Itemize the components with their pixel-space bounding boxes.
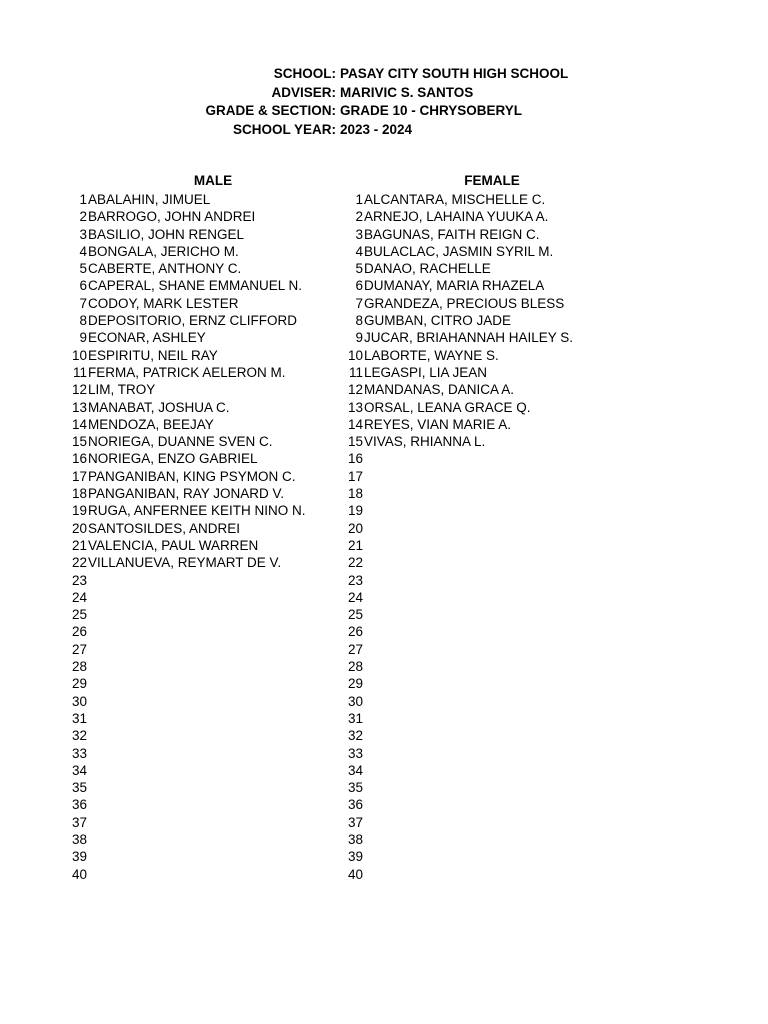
student-name: CODOY, MARK LESTER (88, 295, 239, 311)
student-name: CAPERAL, SHANE EMMANUEL N. (88, 278, 303, 294)
row-number: 2 (79, 209, 87, 225)
row-number: 14 (347, 416, 363, 432)
student-name: GUMBAN, CITRO JADE (364, 313, 512, 329)
row-number: 38 (71, 831, 87, 847)
row-number: 34 (347, 762, 363, 778)
male-list-row (60, 796, 340, 813)
student-name: RUGA, ANFERNEE KEITH NINO N. (88, 503, 306, 519)
row-number: 6 (355, 278, 363, 294)
student-name: JUCAR, BRIAHANNAH HAILEY S. (364, 330, 574, 346)
female-list-row (336, 572, 636, 589)
male-list-row (60, 831, 340, 848)
male-student-list (60, 191, 340, 883)
row-number: 11 (72, 364, 87, 380)
female-student-list (336, 191, 636, 883)
row-number: 34 (71, 762, 87, 778)
female-list-row (336, 468, 636, 485)
female-list-row (336, 329, 636, 346)
male-list-row (60, 623, 340, 640)
female-list-row (336, 796, 636, 813)
male-list-row (60, 641, 340, 658)
row-number: 5 (355, 261, 363, 277)
female-list-row (336, 381, 636, 398)
male-list-row (60, 226, 340, 243)
row-number: 28 (347, 659, 363, 675)
student-name: ORSAL, LEANA GRACE Q. (364, 399, 531, 415)
female-list-row (336, 658, 636, 675)
female-list-row (336, 693, 636, 710)
row-number: 30 (71, 693, 87, 709)
header-row-adviser (0, 84, 768, 103)
male-list-row (60, 433, 340, 450)
row-number: 23 (71, 572, 87, 588)
header-row-school (0, 65, 768, 84)
header-row-grade-section (0, 102, 768, 121)
document-header (0, 65, 768, 139)
row-number: 37 (71, 814, 87, 830)
row-number: 29 (71, 676, 87, 692)
row-number: 39 (71, 849, 87, 865)
row-number: 14 (71, 416, 87, 432)
male-list-row (60, 502, 340, 519)
row-number: 24 (347, 589, 363, 605)
male-list-row (60, 277, 340, 294)
female-list-row (336, 641, 636, 658)
male-list-row (60, 450, 340, 467)
male-list-row (60, 814, 340, 831)
row-number: 13 (71, 399, 87, 415)
female-list-row (336, 208, 636, 225)
female-list-row (336, 226, 636, 243)
female-list-row (336, 243, 636, 260)
student-name: REYES, VIAN MARIE A. (364, 416, 512, 432)
row-number: 32 (71, 728, 87, 744)
student-name: NORIEGA, DUANNE SVEN C. (88, 434, 273, 450)
row-number: 27 (347, 641, 363, 657)
row-number: 13 (347, 399, 363, 415)
row-number: 5 (79, 261, 87, 277)
student-name: BAGUNAS, FAITH REIGN C. (364, 226, 540, 242)
student-name: PANGANIBAN, RAY JONARD V. (88, 486, 285, 502)
female-list-row (336, 814, 636, 831)
student-name: DEPOSITORIO, ERNZ CLIFFORD (88, 313, 298, 329)
row-number: 40 (71, 866, 87, 882)
student-name: MANABAT, JOSHUA C. (88, 399, 230, 415)
row-number: 12 (71, 382, 87, 398)
row-number: 24 (71, 589, 87, 605)
row-number: 9 (355, 330, 363, 346)
student-name: MENDOZA, BEEJAY (88, 416, 214, 432)
female-list-row (336, 485, 636, 502)
female-list-row (336, 866, 636, 883)
student-name: ECONAR, ASHLEY (88, 330, 206, 346)
female-list-row (336, 502, 636, 519)
student-name: FERMA, PATRICK AELERON M. (88, 364, 286, 380)
header-row-school-year (0, 121, 768, 140)
row-number: 40 (347, 866, 363, 882)
row-number: 11 (348, 364, 363, 380)
row-number: 29 (347, 676, 363, 692)
header-label: GRADE & SECTION: (205, 103, 336, 118)
female-list-row (336, 433, 636, 450)
row-number: 7 (355, 295, 363, 311)
male-list-row (60, 537, 340, 554)
row-number: 38 (347, 831, 363, 847)
female-list-row (336, 312, 636, 329)
female-list-row (336, 745, 636, 762)
student-name: BARROGO, JOHN ANDREI (88, 209, 256, 225)
male-list-row (60, 399, 340, 416)
row-number: 12 (347, 382, 363, 398)
row-number: 20 (71, 520, 87, 536)
header-label: SCHOOL YEAR: (232, 121, 336, 137)
male-list-row (60, 779, 340, 796)
row-number: 10 (71, 347, 87, 363)
male-list-row (60, 485, 340, 502)
male-list-row (60, 848, 340, 865)
female-list-row (336, 848, 636, 865)
row-number: 30 (347, 693, 363, 709)
row-number: 18 (71, 486, 87, 502)
row-number: 19 (347, 503, 363, 519)
row-number: 37 (347, 814, 363, 830)
female-list-row (336, 416, 636, 433)
student-name: DANAO, RACHELLE (364, 261, 491, 277)
male-list-row (60, 554, 340, 571)
row-number: 39 (347, 849, 363, 865)
row-number: 25 (71, 607, 87, 623)
female-list-row (336, 675, 636, 692)
row-number: 22 (71, 555, 87, 571)
student-name: CABERTE, ANTHONY C. (88, 261, 242, 277)
student-name: SANTOSILDES, ANDREI (88, 520, 241, 536)
female-list-row (336, 364, 636, 381)
student-name: LABORTE, WAYNE S. (364, 347, 499, 363)
female-list-row (336, 589, 636, 606)
student-name: VILLANUEVA, REYMART DE V. (88, 555, 282, 571)
row-number: 4 (355, 243, 363, 259)
male-list-row (60, 416, 340, 433)
row-number: 20 (347, 520, 363, 536)
student-name: VIVAS, RHIANNA L. (364, 434, 486, 450)
row-number: 19 (71, 503, 87, 519)
male-list-row (60, 606, 340, 623)
male-list-row (60, 693, 340, 710)
row-number: 6 (79, 278, 87, 294)
row-number: 15 (71, 434, 87, 450)
male-list-row (60, 572, 340, 589)
female-list-row (336, 779, 636, 796)
row-number: 31 (347, 710, 363, 726)
male-list-row (60, 710, 340, 727)
student-name: ABALAHIN, JIMUEL (88, 192, 211, 207)
row-number: 9 (79, 330, 87, 346)
row-number: 7 (79, 295, 87, 311)
male-list-row (60, 243, 340, 260)
student-name: NORIEGA, ENZO GABRIEL (88, 451, 258, 467)
row-number: 26 (71, 624, 87, 640)
row-number: 28 (71, 659, 87, 675)
row-number: 26 (347, 624, 363, 640)
male-list-row (60, 191, 340, 208)
row-number: 27 (71, 641, 87, 657)
school-name: PASAY CITY SOUTH HIGH SCHOOL (340, 66, 569, 81)
female-list-row (336, 710, 636, 727)
student-name: PANGANIBAN, KING PSYMON C. (88, 468, 296, 484)
male-list-row (60, 745, 340, 762)
row-number: 33 (347, 745, 363, 761)
row-number: 35 (347, 780, 363, 796)
female-list-row (336, 520, 636, 537)
student-name: BASILIO, JOHN RENGEL (88, 226, 245, 242)
male-list-row (60, 520, 340, 537)
student-name: LEGASPI, LIA JEAN (364, 364, 488, 380)
row-number: 35 (71, 780, 87, 796)
row-number: 36 (347, 797, 363, 813)
row-number: 15 (347, 434, 363, 450)
row-number: 8 (79, 313, 87, 329)
female-column-title: FEMALE (464, 173, 520, 188)
row-number: 3 (79, 226, 87, 242)
row-number: 17 (347, 468, 363, 484)
row-number: 17 (71, 468, 87, 484)
male-list-row (60, 658, 340, 675)
student-name: VALENCIA, PAUL WARREN (88, 537, 259, 553)
row-number: 33 (71, 745, 87, 761)
male-list-row (60, 312, 340, 329)
student-name: LIM, TROY (88, 382, 156, 398)
row-number: 2 (355, 209, 363, 225)
row-number: 23 (347, 572, 363, 588)
header-label: SCHOOL: (273, 66, 336, 81)
row-number: 16 (347, 451, 363, 467)
male-list-row (60, 762, 340, 779)
female-list-row (336, 277, 636, 294)
male-list-row (60, 468, 340, 485)
female-list-row (336, 606, 636, 623)
grade-section: GRADE 10 - CHRYSOBERYL (340, 103, 523, 118)
female-list-row (336, 450, 636, 467)
student-name: BULACLAC, JASMIN SYRIL M. (364, 243, 554, 259)
row-number: 4 (79, 243, 87, 259)
row-number: 8 (355, 313, 363, 329)
female-list-row (336, 554, 636, 571)
row-number: 31 (71, 710, 87, 726)
row-number: 1 (79, 192, 87, 207)
male-list-row (60, 260, 340, 277)
male-list-row (60, 364, 340, 381)
row-number: 18 (347, 486, 363, 502)
row-number: 3 (355, 226, 363, 242)
adviser-name: MARIVIC S. SANTOS (340, 84, 474, 100)
female-list-row (336, 762, 636, 779)
row-number: 16 (71, 451, 87, 467)
row-number: 32 (347, 728, 363, 744)
female-list-row (336, 191, 636, 208)
student-name: BONGALA, JERICHO M. (88, 243, 239, 259)
student-name: ESPIRITU, NEIL RAY (88, 347, 218, 363)
student-name: GRANDEZA, PRECIOUS BLESS (364, 295, 565, 311)
male-list-row (60, 866, 340, 883)
student-name: MANDANAS, DANICA A. (364, 382, 515, 398)
male-list-row (60, 589, 340, 606)
male-list-row (60, 727, 340, 744)
male-list-row (60, 347, 340, 364)
male-column-title: MALE (193, 173, 233, 188)
school-year: 2023 - 2024 (340, 121, 413, 137)
male-list-row (60, 208, 340, 225)
student-name: ALCANTARA, MISCHELLE C. (364, 192, 546, 207)
header-label: ADVISER: (271, 84, 336, 100)
female-list-row (336, 295, 636, 312)
student-name: DUMANAY, MARIA RHAZELA (364, 278, 545, 294)
student-name: ARNEJO, LAHAINA YUUKA A. (364, 209, 549, 225)
row-number: 36 (71, 797, 87, 813)
male-list-row (60, 381, 340, 398)
row-number: 1 (355, 192, 363, 207)
row-number: 21 (71, 537, 87, 553)
male-list-row (60, 675, 340, 692)
female-list-row (336, 399, 636, 416)
female-list-row (336, 727, 636, 744)
female-list-row (336, 260, 636, 277)
row-number: 10 (347, 347, 363, 363)
female-list-row (336, 537, 636, 554)
row-number: 25 (347, 607, 363, 623)
row-number: 22 (347, 555, 363, 571)
male-list-row (60, 329, 340, 346)
female-list-row (336, 831, 636, 848)
row-number: 21 (347, 537, 363, 553)
male-list-row (60, 295, 340, 312)
female-list-row (336, 623, 636, 640)
female-list-row (336, 347, 636, 364)
